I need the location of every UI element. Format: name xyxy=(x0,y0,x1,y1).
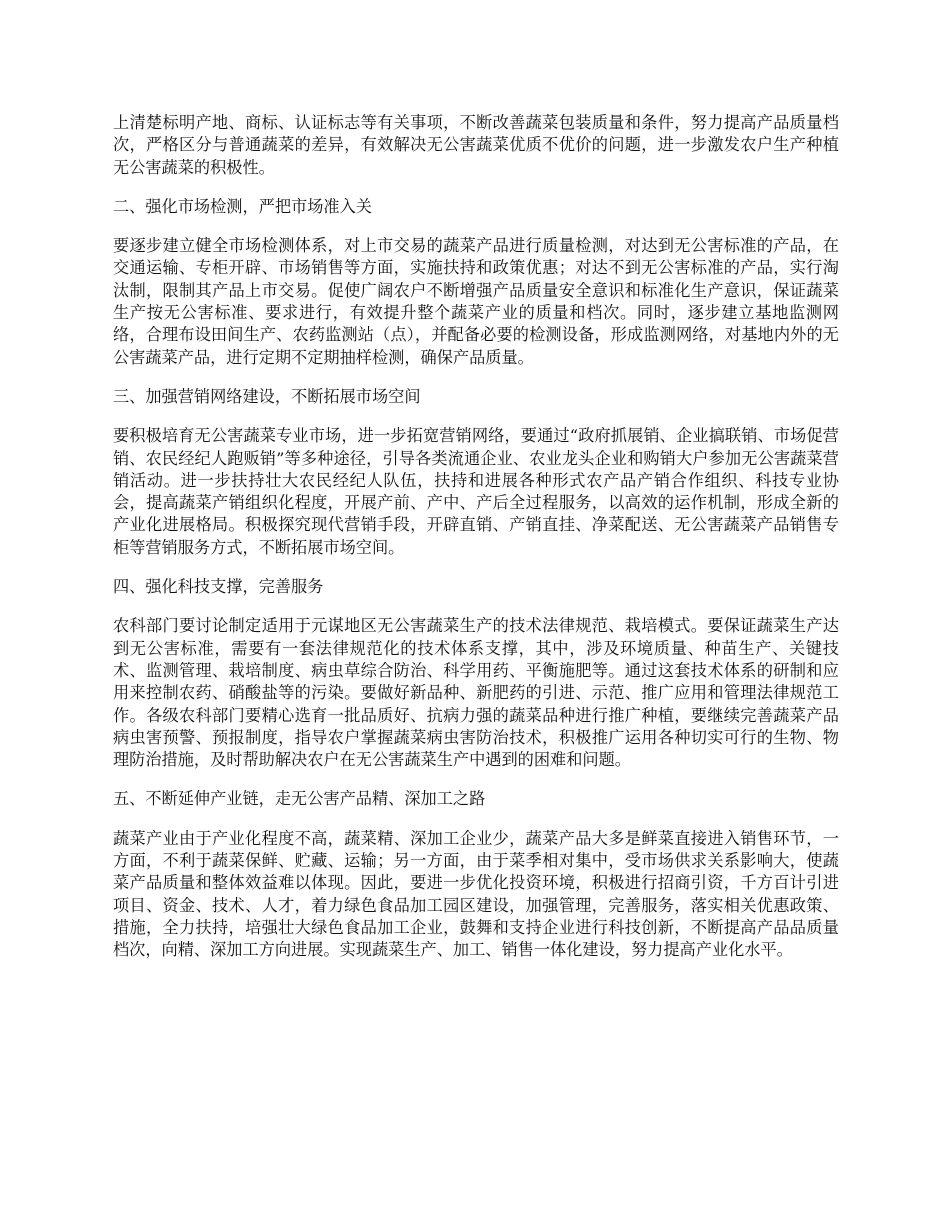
section-heading-2: 二、强化市场检测，严把市场准入关 xyxy=(113,196,372,216)
paragraph-continuation: 上清楚标明产地、商标、认证标志等有关事项，不断改善蔬菜包装质量和条件，努力提高产品质量档次，严格区分与普通蔬菜的差异，有效解决无公害蔬菜优质不优价的问题，进一步激发农户生产种植无公害蔬菜的积极性。 xyxy=(113,113,839,177)
paragraph-industry-chain: 蔬菜产业由于产业化程度不高，蔬菜精、深加工企业少，蔬菜产品大多是鲜菜直接进入销售环节，一方面，不利于蔬菜保鲜、贮藏、运输；另一方面，由于菜季相对集中，受市场供求关系影响大，使蔬菜产品质量和整体效益难以体现。因此，要进一步优化投资环境，积极进行招商引资，千方百计引进项目、资金、技术、人才，着力绿色食品加工园区建设，加强管理，完善服务，落实相关优惠政策、措施，全力扶持，培强壮大绿色食品加工企业，鼓舞和支持企业进行科技创新，不断提高产品品质量档次，向精、深加工方向进展。实现蔬菜生产、加工、销售一体化建设，努力提高产业化水平。 xyxy=(113,828,839,960)
paragraph-marketing-network: 要积极培育无公害蔬菜专业市场，进一步拓宽营销网络，要通过“政府抓展销、企业搞联销、市场促营销、农民经纪人跑贩销”等多种途径，引导各类流通企业、农业龙头企业和购销大户参加无公害蔬菜营销活动。进一步扶持壮大农民经纪人队伍，扶持和进展各种形式农产品产销合作组织、科技专业协会，提高蔬菜产销组织化程度，开展产前、产中、产后全过程服务，以高效的运作机制，形成全新的产业化进展格局。积极探究现代营销手段，开辟直销、产销直挂、净菜配送、无公害蔬菜产品销售专柜等营销服务方式，不断拓展市场空间。 xyxy=(113,426,839,557)
paragraph-tech-support: 农科部门要讨论制定适用于元谋地区无公害蔬菜生产的技术法律规范、栽培模式。要保证蔬菜生产达到无公害标准，需要有一套法律规范化的技术体系支撑，其中，涉及环境质量、种苗生产、关键技术、监测管理、栽培制度、病虫草综合防治、科学用药、平衡施肥等。通过这套技术体系的研制和应用来控制农药、硝酸盐等的污染。要做好新品种、新肥药的引进、示范、推广应用和管理法律规范工作。各级农科部门要精心选育一批品质好、抗病力强的蔬菜品种进行推广种植，要继续完善蔬菜产品病虫害预警、预报制度，指导农户掌握蔬菜病虫害防治技术，积极推广运用各种切实可行的生物、物理防治措施，及时帮助解决农户在无公害蔬菜生产中遇到的困难和问题。 xyxy=(113,616,839,770)
section-heading-3: 三、加强营销网络建设，不断拓展市场空间 xyxy=(113,386,421,406)
paragraph-market-inspection: 要逐步建立健全市场检测体系，对上市交易的蔬菜产品进行质量检测，对达到无公害标准的产品，在交通运输、专柜开辟、市场销售等方面，实施扶持和政策优惠；对达不到无公害标准的产品，实行淘汰制，限制其产品上市交易。促使广阔农户不断增强产品质量安全意识和标准化生产意识，保证蔬菜生产按无公害标准、要求进行，有效提升整个蔬菜产业的质量和档次。同时，逐步建立基地监测网络，合理布设田间生产、农药监测站（点），并配备必要的检测设备，形成监测网络，对基地内外的无公害蔬菜产品，进行定期不定期抽样检测，确保产品质量。 xyxy=(113,236,839,367)
document-page xyxy=(113,112,839,979)
section-heading-5: 五、不断延伸产业链，走无公害产品精、深加工之路 xyxy=(113,789,486,809)
section-heading-4: 四、强化科技支撑，完善服务 xyxy=(113,577,324,597)
